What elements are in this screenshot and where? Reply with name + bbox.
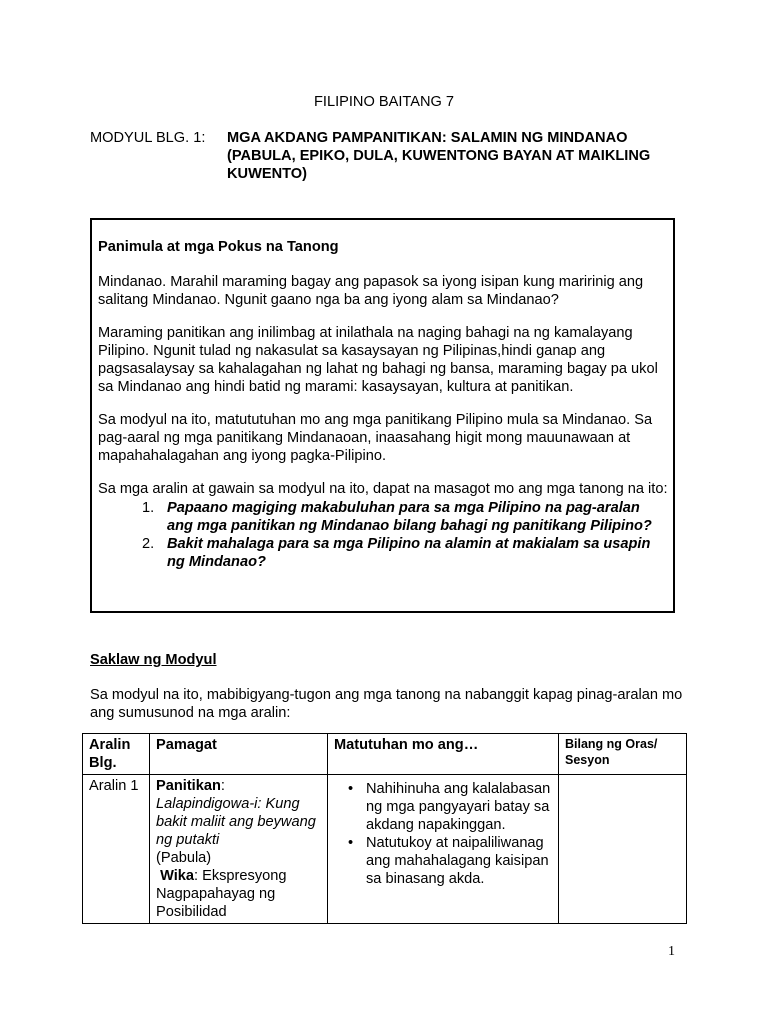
intro-paragraph: Sa modyul na ito, matututuhan mo ang mga panitikang Pilipino mula sa Mindanao. Sa pag-aaral ng mga panitikang Mindanaoan, inaasahang higit mong mauunawaan at mapahahalagahan ang iyong pagka-Pilipino. bbox=[98, 412, 653, 464]
aralin-table bbox=[82, 733, 687, 924]
intro-paragraph: Maraming panitikan ang inilimbag at inilathala na naging bahagi na ng kamalayang Pilipino. Ngunit tulad ng nakasulat sa kasaysayan ng Pilipinas,hindi ganap ang pagsasalaysay sa kahalagahan ng lahat ng bahagi ng bansa, maraming bagay pa ukol sa Mindanao ang hindi batid ng marami: kasaysayan, kultura at panitikan. bbox=[98, 325, 658, 395]
matutuhan-cell bbox=[328, 775, 559, 924]
header-matutuhan: Matutuhan mo ang… bbox=[328, 734, 559, 775]
intro-content bbox=[98, 238, 668, 571]
header-bilang-ng-oras: Bilang ng Oras/ Sesyon bbox=[559, 734, 687, 775]
table-header-row bbox=[83, 734, 687, 775]
list-item: • Natutukoy at naipaliliwanag ang mahahalagang kaisipan sa binasang akda. bbox=[358, 834, 552, 888]
intro-box bbox=[90, 218, 675, 613]
pamagat-cell bbox=[150, 775, 328, 924]
panitikan-genre: (Pabula) bbox=[156, 850, 212, 866]
question-number: 2. bbox=[142, 536, 155, 552]
intro-paragraph: Sa mga aralin at gawain sa modyul na ito, dapat na masagot mo ang mga tanong na ito: bbox=[98, 481, 668, 497]
header-aralin: Aralin Blg. bbox=[83, 734, 150, 775]
panitikan-label: Panitikan bbox=[156, 778, 221, 794]
question-text: Bakit mahalaga para sa mga Pilipino na alamin at makialam sa usapin ng Mindanao? bbox=[167, 536, 651, 570]
focus-question bbox=[98, 535, 668, 571]
modyul-title: MGA AKDANG PAMPANITIKAN: SALAMIN NG MINDANAO (PABULA, EPIKO, DULA, KUWENTONG BAYAN AT MAIKLING KUWENTO) bbox=[227, 130, 651, 182]
outcomes-list bbox=[334, 780, 552, 888]
question-text: Papaano magiging makabuluhan para sa mga Pilipino na pag-aralan ang mga panitikan ng Mindanao bilang bahagi ng panitikang Pilipino? bbox=[167, 500, 652, 534]
intro-paragraph: Mindanao. Marahil maraming bagay ang papasok sa iyong isipan kung maririnig ang salitang Mindanao. Ngunit gaano nga ba ang iyong alam sa Mindanao? bbox=[98, 274, 644, 308]
aralin-number: Aralin 1 bbox=[83, 775, 150, 924]
oras-cell bbox=[559, 775, 687, 924]
page-number: 1 bbox=[668, 944, 675, 959]
focus-questions-list bbox=[98, 499, 668, 571]
table-row bbox=[83, 775, 687, 924]
modyul-number-label: MODYUL BLG. 1: bbox=[90, 130, 206, 146]
wika-text: : Ekspresyong Nagpapahayag ng Posibilidad bbox=[156, 868, 287, 920]
list-item: • Nahihinuha ang kalalabasan ng mga pangyayari batay sa akdang napakinggan. bbox=[358, 780, 552, 834]
document-title: FILIPINO BAITANG 7 bbox=[313, 94, 455, 110]
saklaw-heading: Saklaw ng Modyul bbox=[90, 652, 217, 668]
saklaw-text: Sa modyul na ito, mabibigyang-tugon ang mga tanong na nabanggit kapag pinag-aralan mo ang sumusunod na mga aralin: bbox=[90, 687, 683, 721]
panitikan-title: Lalapindigowa-i: Kung bakit maliit ang beywang ng putakti bbox=[156, 796, 316, 848]
wika-label: Wika bbox=[160, 868, 194, 884]
panitikan-colon: : bbox=[220, 778, 225, 794]
focus-question bbox=[98, 499, 668, 535]
intro-heading: Panimula at mga Pokus na Tanong bbox=[98, 239, 339, 255]
header-pamagat: Pamagat bbox=[150, 734, 328, 775]
question-number: 1. bbox=[142, 500, 155, 516]
